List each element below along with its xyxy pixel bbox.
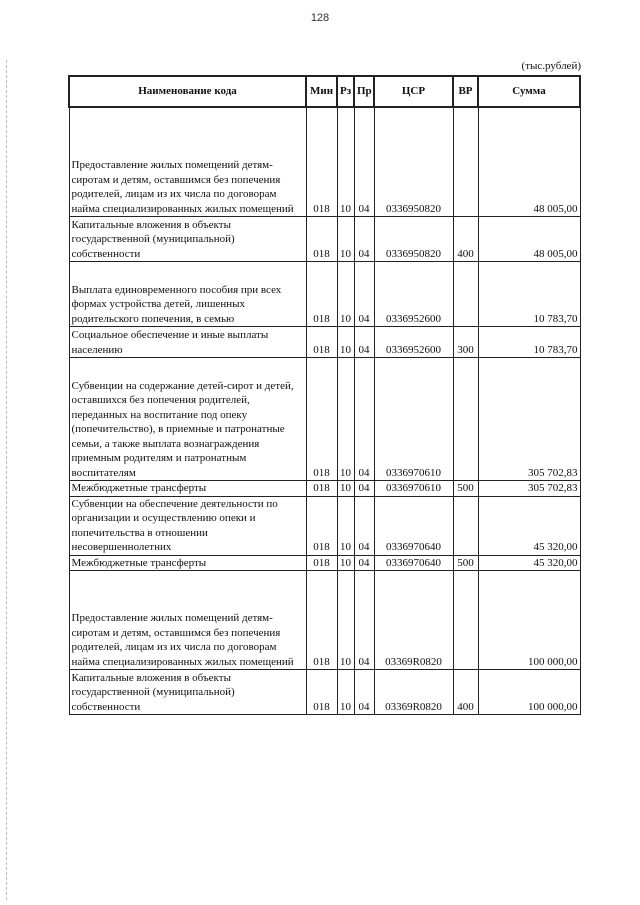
row-csr: 0336970640 [374, 555, 453, 571]
table-row [69, 358, 580, 481]
row-name: Предоставление жилых помещений детям-сиротам и детям, оставшимся без попечения родителей, лицам из их числа по договорам найма специализированных жилых помещений [69, 107, 306, 217]
row-pr: 04 [354, 555, 374, 571]
budget-table [68, 75, 581, 715]
row-sum: 45 320,00 [478, 496, 580, 555]
table-row [69, 107, 580, 217]
row-sum: 100 000,00 [478, 571, 580, 670]
row-vr: 300 [453, 327, 478, 358]
table-row [69, 571, 580, 670]
row-min: 018 [306, 327, 337, 358]
row-vr [453, 107, 478, 217]
row-name: Выплата единовременного пособия при всех формах устройства детей, лишенных родительского попечения, в семью [69, 262, 306, 327]
table-row [69, 481, 580, 497]
table-row [69, 327, 580, 358]
row-rz: 10 [337, 262, 354, 327]
row-csr: 0336970640 [374, 496, 453, 555]
row-csr: 0336950820 [374, 107, 453, 217]
row-pr: 04 [354, 327, 374, 358]
row-min: 018 [306, 496, 337, 555]
header-pr: Пр [354, 76, 374, 107]
row-min: 018 [306, 571, 337, 670]
row-sum: 10 783,70 [478, 327, 580, 358]
row-name: Капитальные вложения в объекты государственной (муниципальной) собственности [69, 217, 306, 262]
row-rz: 10 [337, 107, 354, 217]
row-pr: 04 [354, 107, 374, 217]
row-min: 018 [306, 217, 337, 262]
row-min: 018 [306, 670, 337, 715]
header-name: Наименование кода [69, 76, 306, 107]
table-row [69, 262, 580, 327]
row-sum: 100 000,00 [478, 670, 580, 715]
row-name: Предоставление жилых помещений детям-сиротам и детям, оставшимся без попечения родителей, лицам из их числа по договорам найма специализированных жилых помещений [69, 571, 306, 670]
row-vr: 500 [453, 481, 478, 497]
unit-note: (тыс.рублей) [521, 60, 581, 72]
header-csr: ЦСР [374, 76, 453, 107]
row-pr: 04 [354, 496, 374, 555]
row-min: 018 [306, 481, 337, 497]
row-pr: 04 [354, 481, 374, 497]
row-min: 018 [306, 262, 337, 327]
row-pr: 04 [354, 217, 374, 262]
row-csr: 0336950820 [374, 217, 453, 262]
row-vr [453, 496, 478, 555]
row-name: Субвенции на обеспечение деятельности по организации и осуществлению опеки и попечительства в отношении несовершеннолетних [69, 496, 306, 555]
binding-margin-line [6, 60, 7, 900]
row-sum: 305 702,83 [478, 481, 580, 497]
row-sum: 48 005,00 [478, 217, 580, 262]
table-row [69, 496, 580, 555]
row-csr: 03369R0820 [374, 571, 453, 670]
row-pr: 04 [354, 358, 374, 481]
row-rz: 10 [337, 571, 354, 670]
row-pr: 04 [354, 670, 374, 715]
row-csr: 0336952600 [374, 262, 453, 327]
table-header-row [69, 76, 580, 107]
row-rz: 10 [337, 327, 354, 358]
row-csr: 0336970610 [374, 481, 453, 497]
row-min: 018 [306, 107, 337, 217]
row-vr [453, 262, 478, 327]
row-vr: 400 [453, 670, 478, 715]
header-sum: Сумма [478, 76, 580, 107]
row-name: Субвенции на содержание детей-сирот и детей, оставшихся без попечения родителей, переданных на воспитание под опеку (попечительство), в приемные и патронатные семьи, а также выплата вознаграждения приемным родителям и патронатным воспитателям [69, 358, 306, 481]
row-name: Капитальные вложения в объекты государственной (муниципальной) собственности [69, 670, 306, 715]
row-csr: 0336952600 [374, 327, 453, 358]
header-rz: Рз [337, 76, 354, 107]
row-name: Межбюджетные трансферты [69, 481, 306, 497]
row-min: 018 [306, 358, 337, 481]
row-sum: 45 320,00 [478, 555, 580, 571]
row-vr: 400 [453, 217, 478, 262]
page-number: 128 [310, 12, 330, 24]
table-row [69, 217, 580, 262]
header-min: Мин [306, 76, 337, 107]
row-min: 018 [306, 555, 337, 571]
row-rz: 10 [337, 217, 354, 262]
header-vr: ВР [453, 76, 478, 107]
table-row [69, 555, 580, 571]
row-sum: 305 702,83 [478, 358, 580, 481]
row-pr: 04 [354, 571, 374, 670]
row-sum: 10 783,70 [478, 262, 580, 327]
row-rz: 10 [337, 670, 354, 715]
row-name: Межбюджетные трансферты [69, 555, 306, 571]
row-rz: 10 [337, 555, 354, 571]
row-csr: 0336970610 [374, 358, 453, 481]
table-row [69, 670, 580, 715]
row-sum: 48 005,00 [478, 107, 580, 217]
row-pr: 04 [354, 262, 374, 327]
row-vr [453, 571, 478, 670]
row-vr: 500 [453, 555, 478, 571]
row-vr [453, 358, 478, 481]
row-rz: 10 [337, 496, 354, 555]
row-rz: 10 [337, 358, 354, 481]
row-name: Социальное обеспечение и иные выплаты населению [69, 327, 306, 358]
row-csr: 03369R0820 [374, 670, 453, 715]
row-rz: 10 [337, 481, 354, 497]
